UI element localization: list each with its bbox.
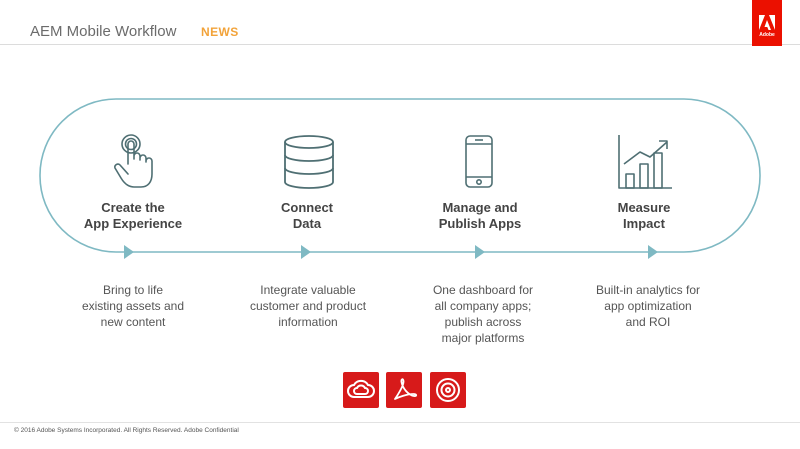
- step-desc-manage: One dashboard for all company apps; publish across major platforms: [432, 283, 534, 345]
- step-title-measure: Measure Impact: [617, 200, 671, 231]
- touch-hand-icon: [108, 134, 158, 190]
- step-desc-create: Bring to life existing assets and new content: [81, 283, 185, 329]
- step-title-create: Create the App Experience: [83, 200, 183, 231]
- step-desc-connect: Integrate valuable customer and product information: [249, 283, 367, 329]
- footer-copyright: © 2016 Adobe Systems Incorporated. All Rights Reserved. Adobe Confidential: [14, 427, 239, 434]
- header-section-label: NEWS: [201, 25, 239, 39]
- step-arrow-1: [124, 245, 134, 259]
- step-title-manage: Manage and Publish Apps: [438, 200, 522, 231]
- creative-cloud-icon: [343, 372, 379, 408]
- adobe-logo-label: Adobe: [759, 32, 775, 38]
- header-title: AEM Mobile Workflow: [30, 23, 177, 40]
- step-desc-measure: Built-in analytics for app optimization and ROI: [595, 283, 701, 329]
- step-title-connect: Connect Data: [281, 200, 333, 231]
- step-arrow-4: [648, 245, 658, 259]
- step-arrow-3: [475, 245, 485, 259]
- footer-divider: [0, 422, 800, 423]
- database-icon: [282, 134, 336, 190]
- marketing-cloud-icon: [430, 372, 466, 408]
- acrobat-icon: [386, 372, 422, 408]
- bar-chart-growth-icon: [616, 134, 674, 190]
- step-arrow-2: [301, 245, 311, 259]
- smartphone-icon: [464, 134, 494, 190]
